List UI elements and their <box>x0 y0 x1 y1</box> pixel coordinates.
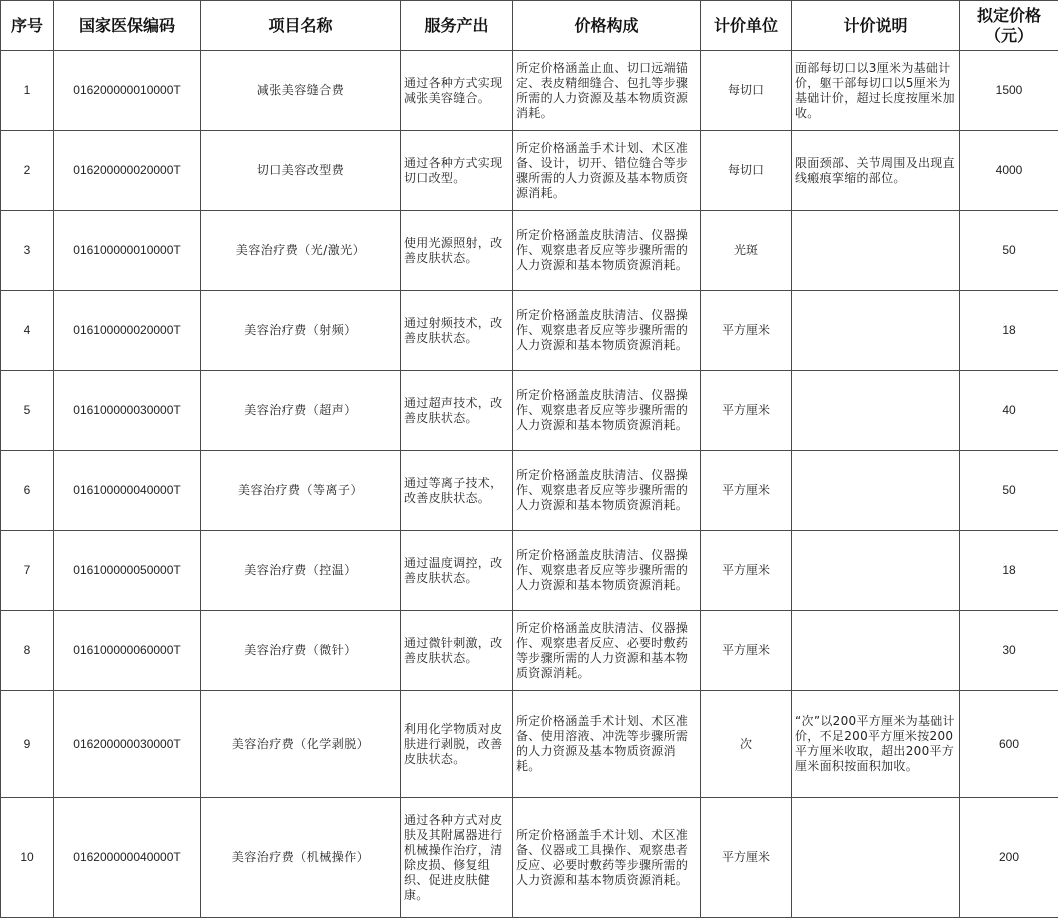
table-header-row <box>1 1 1058 51</box>
table-row <box>1 371 1058 451</box>
cell-output: 通过各种方式实现切口改型。 <box>401 131 513 211</box>
cell-composition: 所定价格涵盖手术计划、术区准备、使用溶液、冲洗等步骤所需的人力资源及基本物质资源消耗。 <box>513 691 701 798</box>
cell-output: 通过各种方式实现减张美容缝合。 <box>401 51 513 131</box>
cell-seq: 7 <box>1 531 54 611</box>
table-row <box>1 211 1058 291</box>
cell-seq: 1 <box>1 51 54 131</box>
cell-name: 美容治疗费（控温） <box>201 531 401 611</box>
cell-code: 016200000040000T <box>54 798 201 918</box>
cell-composition: 所定价格涵盖手术计划、术区准备、设计，切开、错位缝合等步骤所需的人力资源及基本物质资源消耗。 <box>513 131 701 211</box>
cell-note <box>792 371 960 451</box>
header-note: 计价说明 <box>792 1 960 51</box>
cell-composition: 所定价格涵盖皮肤清洁、仪器操作、观察患者反应、必要时敷药等步骤所需的人力资源和基本物质资源消耗。 <box>513 611 701 691</box>
table-row <box>1 798 1058 918</box>
cell-unit: 每切口 <box>701 131 792 211</box>
cell-unit: 平方厘米 <box>701 611 792 691</box>
header-unit: 计价单位 <box>701 1 792 51</box>
cell-note: 限面颈部、关节周围及出现直线瘢痕挛缩的部位。 <box>792 131 960 211</box>
table-row <box>1 131 1058 211</box>
cell-output: 利用化学物质对皮肤进行剥脱，改善皮肤状态。 <box>401 691 513 798</box>
cell-note: “次”以200平方厘米为基础计价，不足200平方厘米按200平方厘米收取，超出200平方厘米面积按面积加收。 <box>792 691 960 798</box>
cell-unit: 每切口 <box>701 51 792 131</box>
cell-note <box>792 291 960 371</box>
cell-composition: 所定价格涵盖皮肤清洁、仪器操作、观察患者反应等步骤所需的人力资源和基本物质资源消耗。 <box>513 531 701 611</box>
cell-code: 016100000010000T <box>54 211 201 291</box>
cell-composition: 所定价格涵盖皮肤清洁、仪器操作、观察患者反应等步骤所需的人力资源和基本物质资源消耗。 <box>513 211 701 291</box>
cell-composition: 所定价格涵盖手术计划、术区准备、仪器或工具操作、观察患者反应、必要时敷药等步骤所需的人力资源和基本物质资源消耗。 <box>513 798 701 918</box>
cell-note: 面部每切口以3厘米为基础计价，躯干部每切口以5厘米为基础计价，超过长度按厘米加收。 <box>792 51 960 131</box>
cell-unit: 平方厘米 <box>701 798 792 918</box>
cell-seq: 10 <box>1 798 54 918</box>
cell-price: 600 <box>960 691 1058 798</box>
cell-note <box>792 211 960 291</box>
cell-code: 016100000030000T <box>54 371 201 451</box>
cell-code: 016100000020000T <box>54 291 201 371</box>
cell-name: 美容治疗费（化学剥脱） <box>201 691 401 798</box>
cell-price: 200 <box>960 798 1058 918</box>
cell-code: 016100000050000T <box>54 531 201 611</box>
table-row <box>1 611 1058 691</box>
cell-code: 016100000060000T <box>54 611 201 691</box>
cell-output: 使用光源照射，改善皮肤状态。 <box>401 211 513 291</box>
cell-price: 50 <box>960 451 1058 531</box>
cell-code: 016200000030000T <box>54 691 201 798</box>
cell-unit: 平方厘米 <box>701 531 792 611</box>
cell-output: 通过超声技术，改善皮肤状态。 <box>401 371 513 451</box>
cell-composition: 所定价格涵盖皮肤清洁、仪器操作、观察患者反应等步骤所需的人力资源和基本物质资源消耗。 <box>513 371 701 451</box>
cell-note <box>792 611 960 691</box>
cell-seq: 9 <box>1 691 54 798</box>
cell-name: 美容治疗费（等离子） <box>201 451 401 531</box>
cell-name: 美容治疗费（射频） <box>201 291 401 371</box>
table-row <box>1 51 1058 131</box>
header-name: 项目名称 <box>201 1 401 51</box>
cell-unit: 平方厘米 <box>701 371 792 451</box>
cell-note <box>792 451 960 531</box>
cell-composition: 所定价格涵盖皮肤清洁、仪器操作、观察患者反应等步骤所需的人力资源和基本物质资源消耗。 <box>513 291 701 371</box>
cell-composition: 所定价格涵盖止血、切口远端锚定、表皮精细缝合、包扎等步骤所需的人力资源及基本物质资源消耗。 <box>513 51 701 131</box>
cell-note <box>792 798 960 918</box>
cell-output: 通过各种方式对皮肤及其附属器进行机械操作治疗，清除皮损、修复组织、促进皮肤健康。 <box>401 798 513 918</box>
cell-output: 通过等离子技术，改善皮肤状态。 <box>401 451 513 531</box>
cell-name: 美容治疗费（超声） <box>201 371 401 451</box>
table-row <box>1 291 1058 371</box>
cell-seq: 4 <box>1 291 54 371</box>
cell-name: 减张美容缝合费 <box>201 51 401 131</box>
cell-output: 通过微针刺激，改善皮肤状态。 <box>401 611 513 691</box>
cell-composition: 所定价格涵盖皮肤清洁、仪器操作、观察患者反应等步骤所需的人力资源和基本物质资源消耗。 <box>513 451 701 531</box>
header-price: 拟定价格（元） <box>960 1 1058 51</box>
table-row <box>1 531 1058 611</box>
cell-name: 美容治疗费（微针） <box>201 611 401 691</box>
cell-price: 50 <box>960 211 1058 291</box>
cell-seq: 6 <box>1 451 54 531</box>
cell-price: 40 <box>960 371 1058 451</box>
cell-price: 18 <box>960 531 1058 611</box>
cell-output: 通过射频技术，改善皮肤状态。 <box>401 291 513 371</box>
cell-seq: 3 <box>1 211 54 291</box>
cell-unit: 次 <box>701 691 792 798</box>
cell-code: 016100000040000T <box>54 451 201 531</box>
table-row <box>1 451 1058 531</box>
cell-output: 通过温度调控，改善皮肤状态。 <box>401 531 513 611</box>
cell-price: 30 <box>960 611 1058 691</box>
cell-price: 4000 <box>960 131 1058 211</box>
table-row <box>1 691 1058 798</box>
cell-code: 016200000020000T <box>54 131 201 211</box>
cell-unit: 平方厘米 <box>701 451 792 531</box>
cell-seq: 8 <box>1 611 54 691</box>
header-seq: 序号 <box>1 1 54 51</box>
cell-name: 切口美容改型费 <box>201 131 401 211</box>
header-output: 服务产出 <box>401 1 513 51</box>
cell-name: 美容治疗费（机械操作） <box>201 798 401 918</box>
header-code: 国家医保编码 <box>54 1 201 51</box>
cell-seq: 2 <box>1 131 54 211</box>
cell-price: 18 <box>960 291 1058 371</box>
cell-unit: 平方厘米 <box>701 291 792 371</box>
header-composition: 价格构成 <box>513 1 701 51</box>
cell-price: 1500 <box>960 51 1058 131</box>
cell-note <box>792 531 960 611</box>
cell-name: 美容治疗费（光/激光） <box>201 211 401 291</box>
cell-code: 016200000010000T <box>54 51 201 131</box>
cell-seq: 5 <box>1 371 54 451</box>
cell-unit: 光斑 <box>701 211 792 291</box>
